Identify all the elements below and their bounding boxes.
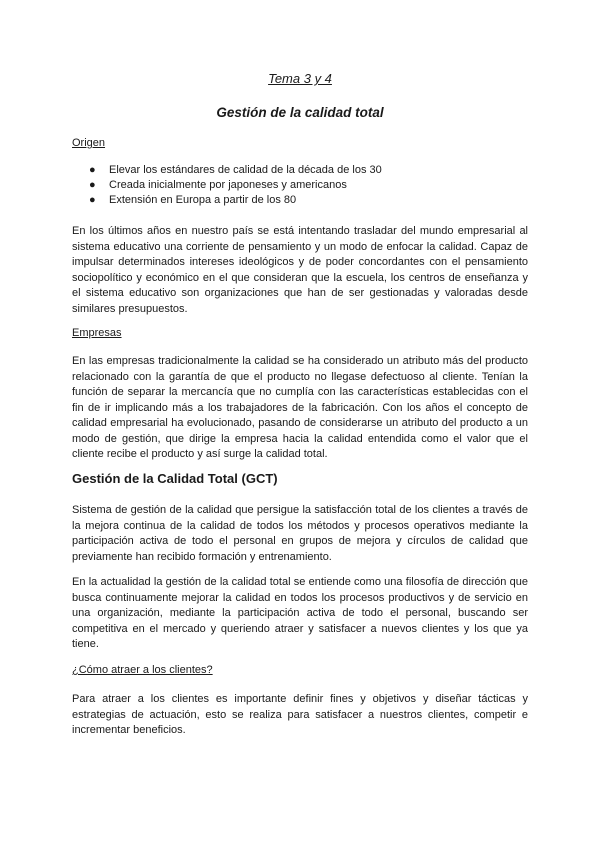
list-item [72, 193, 382, 208]
bullet-icon: ● [89, 164, 96, 176]
origen-paragraph: En los últimos años en nuestro país se está intentando trasladar del mundo empresarial al sistema educativo una corriente de pensamiento y un modo de enfocar la calidad. Capaz de impulsar determinados intereses ideológicos y de poder concordantes con el pensamiento sociopolítico y económico en el que consideran que la escuela, los centros de enseñanza y el sistema educativo son organizaciones que han de ser gestionadas y valoradas desde similares presupuestos. [72, 225, 528, 315]
empresas-paragraph: En las empresas tradicionalmente la calidad se ha considerado un atributo más del producto relacionado con la garantía de que el producto no llegase defectuoso al cliente. Tenían la función de separar la mercancía que no cumplía con las características establecidas con el fin de ir implicando más a los trabajadores de la fabricación. Con los años el concepto de calidad empresarial ha evolucionado, pasando de considerarse un atributo del producto a un modo de gestión, que dirige la empresa hacia la calidad entendida como el valor que el cliente recibe el producto y así surge la calidad total. [72, 355, 528, 460]
list-item-text: Extensión en Europa a partir de los 80 [109, 194, 297, 206]
list-item [72, 163, 382, 178]
section-label-origen: Origen [72, 137, 106, 149]
section-label-clientes: ¿Cómo atraer a los clientes? [72, 664, 213, 676]
document-page [72, 0, 528, 848]
origen-bullet-list [72, 163, 382, 208]
bullet-icon: ● [89, 194, 96, 206]
gct-paragraph-1: Sistema de gestión de la calidad que persigue la satisfacción total de los clientes a través de la mejora continua de la calidad de todos los métodos y procesos operativos mediante la participación activa de todo el personal en grupos de mejora y círculos de calidad que previamente han recibido formación y entrenamiento. [72, 504, 528, 563]
list-item [72, 178, 382, 193]
section-label-empresas: Empresas [72, 327, 122, 339]
gct-section-heading: Gestión de la Calidad Total (GCT) [72, 471, 278, 486]
list-item-text: Elevar los estándares de calidad de la década de los 30 [109, 164, 382, 176]
bullet-icon: ● [89, 179, 96, 191]
document-subtitle: Tema 3 y 4 [268, 71, 332, 86]
clientes-paragraph: Para atraer a los clientes es importante definir fines y objetivos y diseñar tácticas y estrategias de actuación, esto se realiza para satisfacer a nuestros clientes, competir e incrementar beneficios. [72, 693, 528, 736]
list-item-text: Creada inicialmente por japoneses y americanos [109, 179, 347, 191]
document-title: Gestión de la calidad total [216, 105, 384, 120]
gct-paragraph-2: En la actualidad la gestión de la calidad total se entiende como una filosofía de dirección que busca continuamente mejorar la calidad en todos los procesos productivos y de servicio en una organización, mediante la participación activa de todo el personal, buscando ser competitiva en el mercado y queriendo atraer y satisfacer a nuevos clientes y los que ya tiene. [72, 576, 528, 650]
